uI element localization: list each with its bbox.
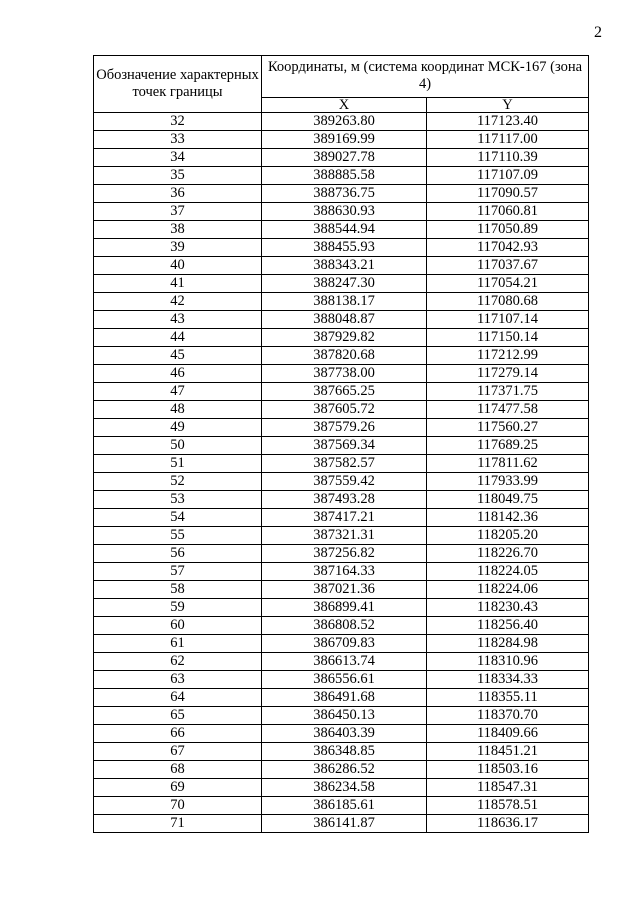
x-coordinate-cell: 388736.75 [262, 185, 427, 203]
point-number-cell: 67 [94, 743, 262, 761]
table-row [94, 239, 589, 257]
y-coordinate-cell: 117933.99 [427, 473, 589, 491]
x-coordinate-cell: 386709.83 [262, 635, 427, 653]
point-number-cell: 38 [94, 221, 262, 239]
y-coordinate-cell: 118224.05 [427, 563, 589, 581]
table-row [94, 797, 589, 815]
point-number-cell: 63 [94, 671, 262, 689]
point-number-cell: 39 [94, 239, 262, 257]
x-coordinate-cell: 386403.39 [262, 725, 427, 743]
table-body [94, 113, 589, 833]
point-number-cell: 64 [94, 689, 262, 707]
y-coordinate-cell: 118205.20 [427, 527, 589, 545]
y-coordinate-cell: 117107.09 [427, 167, 589, 185]
table-row [94, 131, 589, 149]
point-number-cell: 32 [94, 113, 262, 131]
point-number-cell: 69 [94, 779, 262, 797]
table-row [94, 779, 589, 797]
point-number-cell: 48 [94, 401, 262, 419]
y-coordinate-cell: 118049.75 [427, 491, 589, 509]
x-coordinate-cell: 388138.17 [262, 293, 427, 311]
x-coordinate-cell: 387820.68 [262, 347, 427, 365]
y-coordinate-cell: 117050.89 [427, 221, 589, 239]
y-coordinate-cell: 118355.11 [427, 689, 589, 707]
point-number-cell: 53 [94, 491, 262, 509]
y-coordinate-cell: 118636.17 [427, 815, 589, 833]
y-coordinate-cell: 117080.68 [427, 293, 589, 311]
x-coordinate-cell: 387164.33 [262, 563, 427, 581]
point-number-cell: 36 [94, 185, 262, 203]
x-coordinate-cell: 389169.99 [262, 131, 427, 149]
table-row [94, 761, 589, 779]
y-coordinate-cell: 118451.21 [427, 743, 589, 761]
point-number-cell: 68 [94, 761, 262, 779]
coordinates-table [93, 55, 589, 833]
x-coordinate-cell: 387559.42 [262, 473, 427, 491]
x-coordinate-cell: 386348.85 [262, 743, 427, 761]
x-coordinate-cell: 386613.74 [262, 653, 427, 671]
y-coordinate-cell: 117090.57 [427, 185, 589, 203]
table-row [94, 437, 589, 455]
table-row [94, 419, 589, 437]
x-coordinate-cell: 389263.80 [262, 113, 427, 131]
table-row [94, 329, 589, 347]
point-number-cell: 62 [94, 653, 262, 671]
y-coordinate-cell: 117279.14 [427, 365, 589, 383]
x-coordinate-cell: 387929.82 [262, 329, 427, 347]
point-number-cell: 56 [94, 545, 262, 563]
table-row [94, 815, 589, 833]
y-coordinate-cell: 118370.70 [427, 707, 589, 725]
x-coordinate-cell: 388630.93 [262, 203, 427, 221]
x-coordinate-cell: 387256.82 [262, 545, 427, 563]
y-coordinate-cell: 118224.06 [427, 581, 589, 599]
point-number-cell: 33 [94, 131, 262, 149]
x-coordinate-cell: 388343.21 [262, 257, 427, 275]
table-row [94, 293, 589, 311]
point-number-cell: 35 [94, 167, 262, 185]
y-coordinate-cell: 117060.81 [427, 203, 589, 221]
table-row [94, 113, 589, 131]
coordinates-column-header: Координаты, м (система координат МСК-167 (зона 4) [262, 56, 589, 98]
table-row [94, 653, 589, 671]
point-number-cell: 44 [94, 329, 262, 347]
table-row [94, 707, 589, 725]
table-row [94, 311, 589, 329]
point-number-cell: 65 [94, 707, 262, 725]
x-coordinate-cell: 387321.31 [262, 527, 427, 545]
y-coordinate-cell: 117689.25 [427, 437, 589, 455]
y-coordinate-cell: 117110.39 [427, 149, 589, 167]
point-number-cell: 58 [94, 581, 262, 599]
table-header [94, 56, 589, 113]
point-number-cell: 49 [94, 419, 262, 437]
y-coordinate-cell: 118230.43 [427, 599, 589, 617]
y-coordinate-cell: 117123.40 [427, 113, 589, 131]
table-row [94, 365, 589, 383]
point-number-cell: 50 [94, 437, 262, 455]
y-coordinate-cell: 117811.62 [427, 455, 589, 473]
y-coordinate-cell: 117371.75 [427, 383, 589, 401]
point-number-cell: 34 [94, 149, 262, 167]
y-coordinate-cell: 117150.14 [427, 329, 589, 347]
point-number-cell: 45 [94, 347, 262, 365]
y-coordinate-cell: 117107.14 [427, 311, 589, 329]
x-coordinate-cell: 387021.36 [262, 581, 427, 599]
y-coordinate-cell: 117042.93 [427, 239, 589, 257]
table-row [94, 347, 589, 365]
x-coordinate-cell: 388544.94 [262, 221, 427, 239]
x-coordinate-cell: 388247.30 [262, 275, 427, 293]
point-number-cell: 66 [94, 725, 262, 743]
point-number-cell: 60 [94, 617, 262, 635]
x-coordinate-cell: 386556.61 [262, 671, 427, 689]
points-column-header: Обозначение характерных точек границы [94, 56, 262, 113]
x-coordinate-cell: 387579.26 [262, 419, 427, 437]
point-number-cell: 70 [94, 797, 262, 815]
y-coordinate-cell: 118334.33 [427, 671, 589, 689]
table-row [94, 257, 589, 275]
point-number-cell: 55 [94, 527, 262, 545]
y-coordinate-cell: 117212.99 [427, 347, 589, 365]
point-number-cell: 57 [94, 563, 262, 581]
table-row [94, 689, 589, 707]
table-row [94, 167, 589, 185]
x-coordinate-cell: 387582.57 [262, 455, 427, 473]
x-coordinate-cell: 386234.58 [262, 779, 427, 797]
table-row [94, 221, 589, 239]
table-row [94, 275, 589, 293]
point-number-cell: 47 [94, 383, 262, 401]
x-coordinate-cell: 386185.61 [262, 797, 427, 815]
y-coordinate-cell: 118142.36 [427, 509, 589, 527]
point-number-cell: 42 [94, 293, 262, 311]
y-coordinate-cell: 118284.98 [427, 635, 589, 653]
y-column-header: Y [427, 97, 589, 113]
table-row [94, 617, 589, 635]
x-coordinate-cell: 387665.25 [262, 383, 427, 401]
table-row [94, 473, 589, 491]
x-coordinate-cell: 386141.87 [262, 815, 427, 833]
x-coordinate-cell: 386808.52 [262, 617, 427, 635]
y-coordinate-cell: 118578.51 [427, 797, 589, 815]
x-coordinate-cell: 387738.00 [262, 365, 427, 383]
table-row [94, 725, 589, 743]
x-coordinate-cell: 386450.13 [262, 707, 427, 725]
table-row [94, 599, 589, 617]
x-coordinate-cell: 387493.28 [262, 491, 427, 509]
table-row [94, 581, 589, 599]
table-row [94, 743, 589, 761]
y-coordinate-cell: 118503.16 [427, 761, 589, 779]
point-number-cell: 71 [94, 815, 262, 833]
table-row [94, 527, 589, 545]
y-coordinate-cell: 118226.70 [427, 545, 589, 563]
y-coordinate-cell: 118547.31 [427, 779, 589, 797]
point-number-cell: 51 [94, 455, 262, 473]
point-number-cell: 40 [94, 257, 262, 275]
table-row [94, 635, 589, 653]
table-row [94, 149, 589, 167]
table-row [94, 455, 589, 473]
x-column-header: X [262, 97, 427, 113]
point-number-cell: 54 [94, 509, 262, 527]
point-number-cell: 41 [94, 275, 262, 293]
x-coordinate-cell: 386899.41 [262, 599, 427, 617]
table-row [94, 383, 589, 401]
table-row [94, 203, 589, 221]
page-number: 2 [594, 24, 602, 41]
table-row [94, 491, 589, 509]
x-coordinate-cell: 387605.72 [262, 401, 427, 419]
table-row [94, 185, 589, 203]
point-number-cell: 46 [94, 365, 262, 383]
x-coordinate-cell: 387417.21 [262, 509, 427, 527]
point-number-cell: 43 [94, 311, 262, 329]
x-coordinate-cell: 389027.78 [262, 149, 427, 167]
y-coordinate-cell: 117054.21 [427, 275, 589, 293]
table-row [94, 509, 589, 527]
y-coordinate-cell: 118256.40 [427, 617, 589, 635]
x-coordinate-cell: 386491.68 [262, 689, 427, 707]
y-coordinate-cell: 118310.96 [427, 653, 589, 671]
x-coordinate-cell: 388885.58 [262, 167, 427, 185]
y-coordinate-cell: 117477.58 [427, 401, 589, 419]
table-row [94, 563, 589, 581]
x-coordinate-cell: 388048.87 [262, 311, 427, 329]
y-coordinate-cell: 117560.27 [427, 419, 589, 437]
y-coordinate-cell: 117117.00 [427, 131, 589, 149]
table-row [94, 545, 589, 563]
table-row [94, 401, 589, 419]
y-coordinate-cell: 118409.66 [427, 725, 589, 743]
y-coordinate-cell: 117037.67 [427, 257, 589, 275]
point-number-cell: 37 [94, 203, 262, 221]
x-coordinate-cell: 388455.93 [262, 239, 427, 257]
point-number-cell: 52 [94, 473, 262, 491]
point-number-cell: 61 [94, 635, 262, 653]
point-number-cell: 59 [94, 599, 262, 617]
x-coordinate-cell: 386286.52 [262, 761, 427, 779]
table-row [94, 671, 589, 689]
x-coordinate-cell: 387569.34 [262, 437, 427, 455]
